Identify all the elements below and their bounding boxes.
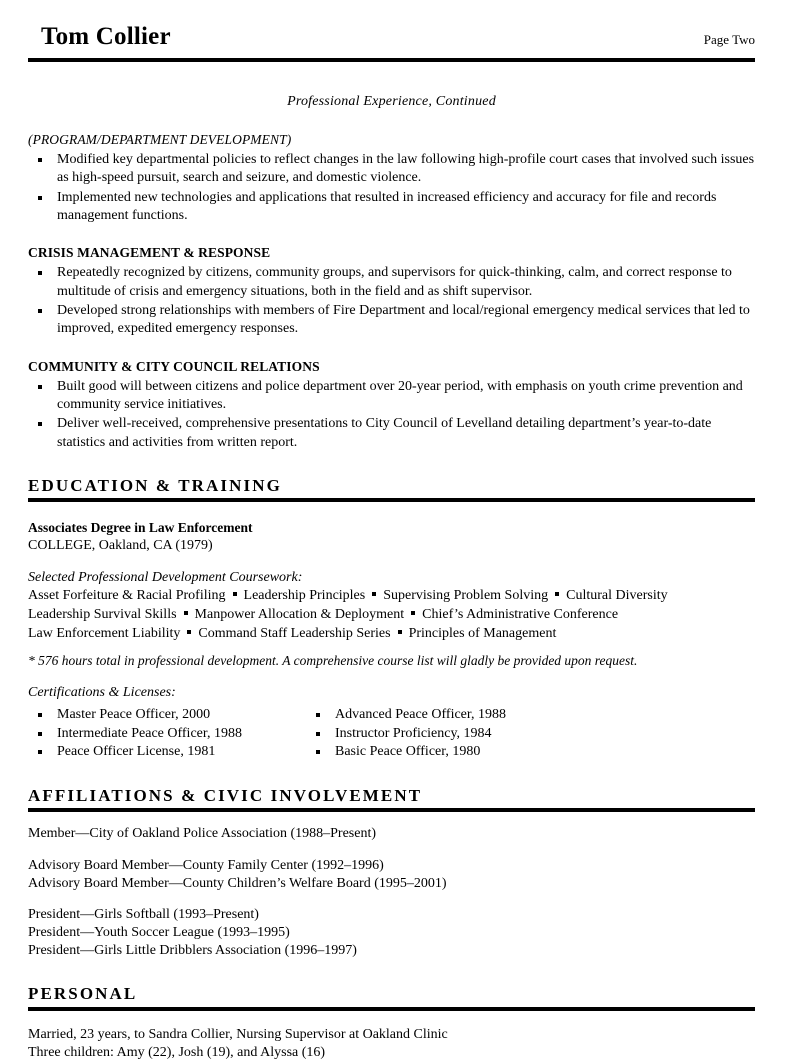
- section-education: [28, 476, 755, 762]
- section-affiliations: [28, 786, 755, 961]
- page-content: [28, 0, 755, 1062]
- affiliation-group-membership: [28, 825, 755, 843]
- course-name: Asset Forfeiture & Racial Profiling: [28, 588, 226, 604]
- course-separator-square: [372, 592, 376, 596]
- list-item: Master Peace Officer, 2000: [28, 706, 306, 725]
- subsection-heading-community-relations: COMMUNITY & CITY COUNCIL RELATIONS: [28, 358, 320, 374]
- affiliation-entry: President—Girls Little Dribblers Association (1996–1997): [28, 943, 357, 959]
- degree-title: Associates Degree in Law Enforcement: [28, 520, 253, 536]
- affiliation-entry: Advisory Board Member—County Family Center (1992–1996): [28, 857, 384, 873]
- course-name: Leadership Principles: [243, 588, 366, 604]
- coursework-row: [28, 625, 755, 644]
- course-name: Leadership Survival Skills: [28, 607, 177, 623]
- certifications-column-right: [306, 706, 506, 762]
- page-header: [28, 0, 755, 68]
- section-divider-rule: [28, 808, 755, 812]
- section-title-affiliations: AFFILIATIONS & CIVIC INVOLVEMENT: [28, 785, 423, 805]
- list-item: Repeatedly recognized by citizens, community groups, and supervisors for quick-thinking, calm, and correct response to multitude of crisis and emergency situations, both in the field and as shift supervisor.: [28, 264, 755, 301]
- course-name: Manpower Allocation & Deployment: [194, 607, 405, 623]
- subsection-heading-program-development: (PROGRAM/DEPARTMENT DEVELOPMENT): [28, 132, 292, 147]
- certifications-columns: [28, 706, 755, 762]
- continued-note: Professional Experience, Continued: [287, 94, 496, 109]
- affiliation-entry: Member—City of Oakland Police Association (1988–Present): [28, 826, 376, 842]
- list-item: Advanced Peace Officer, 1988: [306, 706, 506, 725]
- certification-list-left: [28, 706, 306, 762]
- course-separator-square: [555, 592, 559, 596]
- course-name: Principles of Management: [408, 625, 557, 641]
- course-separator-square: [233, 592, 237, 596]
- course-name: Chief’s Administrative Conference: [422, 607, 619, 623]
- course-separator-square: [184, 611, 188, 615]
- personal-details: [28, 1026, 755, 1062]
- training-hours-note: * 576 hours total in professional development. A comprehensive course list will gladly be provided upon request.: [28, 653, 638, 669]
- school-name: COLLEGE, Oakland, CA (1979): [28, 538, 213, 554]
- course-separator-square: [398, 630, 402, 634]
- personal-line: Three children: Amy (22), Josh (19), and Alyssa (16): [28, 1045, 326, 1061]
- subsection-heading-crisis-management: CRISIS MANAGEMENT & RESPONSE: [28, 245, 271, 261]
- course-separator-square: [411, 611, 415, 615]
- list-item: Deliver well-received, comprehensive presentations to City Council of Levelland detailing department’s year-to-date statistics and activities from written report.: [28, 415, 755, 452]
- list-item: Implemented new technologies and applications that resulted in increased efficiency and accuracy for file and records management functions.: [28, 189, 755, 226]
- affiliation-group-president: [28, 906, 755, 961]
- list-item: Built good will between citizens and police department over 20-year period, with emphasis on youth crime prevention and community service initiatives.: [28, 378, 755, 415]
- list-item: Intermediate Peace Officer, 1988: [28, 725, 306, 744]
- coursework-heading: Selected Professional Development Coursework:: [28, 570, 303, 586]
- course-name: Cultural Diversity: [566, 588, 668, 604]
- certification-list-right: [306, 706, 506, 762]
- course-name: Supervising Problem Solving: [383, 588, 549, 604]
- list-item: Modified key departmental policies to reflect changes in the law following high-profile court cases that involved such issues as high-speed pursuit, search and seizure, and domestic violence.: [28, 151, 755, 188]
- affiliation-entry: Advisory Board Member—County Children’s Welfare Board (1995–2001): [28, 875, 447, 891]
- list-item: Peace Officer License, 1981: [28, 743, 306, 762]
- section-personal: [28, 984, 755, 1062]
- affiliation-entry: President—Youth Soccer League (1993–1995): [28, 925, 290, 941]
- section-divider-rule: [28, 1007, 755, 1011]
- coursework-row: [28, 606, 755, 625]
- affiliation-group-advisory: [28, 857, 755, 893]
- section-title-personal: PERSONAL: [28, 984, 138, 1004]
- list-item: Basic Peace Officer, 1980: [306, 743, 506, 762]
- personal-line: Married, 23 years, to Sandra Collier, Nursing Supervisor at Oakland Clinic: [28, 1027, 448, 1043]
- course-name: Law Enforcement Liability: [28, 625, 181, 641]
- candidate-name: Tom Collier: [41, 23, 171, 50]
- bullet-list-community-relations: [28, 378, 755, 452]
- page-number-label: Page Two: [703, 32, 755, 47]
- list-item: Developed strong relationships with members of Fire Department and local/regional emergency medical services that led to improved, expedited emergency responses.: [28, 302, 755, 339]
- certifications-heading: Certifications & Licenses:: [28, 684, 176, 700]
- section-title-education: EDUCATION & TRAINING: [28, 475, 282, 495]
- bullet-list-crisis-management: [28, 264, 755, 338]
- course-name: Command Staff Leadership Series: [198, 625, 391, 641]
- course-separator-square: [187, 630, 191, 634]
- affiliation-entry: President—Girls Softball (1993–Present): [28, 906, 259, 922]
- bullet-list-program-development: [28, 151, 755, 225]
- certifications-column-left: [28, 706, 306, 762]
- section-divider-rule: [28, 498, 755, 502]
- coursework-row: [28, 587, 755, 606]
- list-item: Instructor Proficiency, 1984: [306, 725, 506, 744]
- header-divider-rule: [28, 58, 755, 62]
